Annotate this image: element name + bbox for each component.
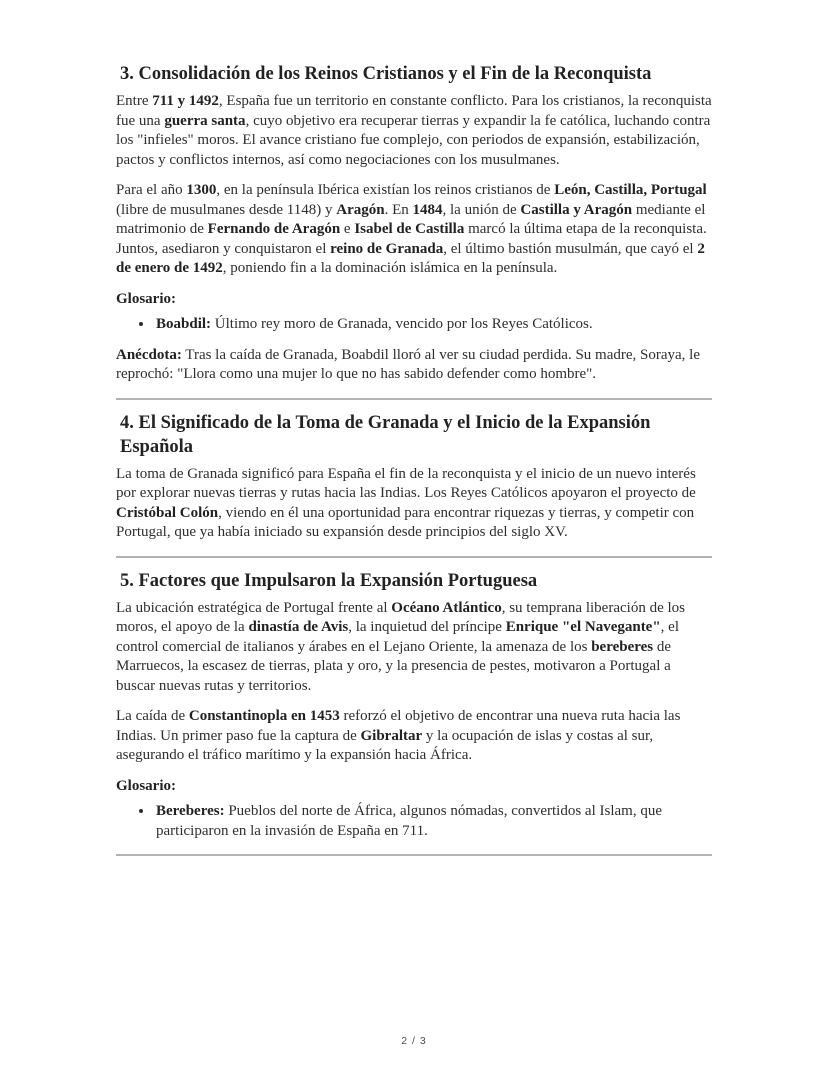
section-4-paragraph-1: La toma de Granada significó para España el fin de la reconquista y el inicio de un nuevo interés por explorar nuevas tierras y rutas hacia las Indias. Los Reyes Católicos apoyaron el proyecto de Cristóbal Colón, viendo en él una oportunidad para encontrar riquezas y tierras, y competir con Portugal, que ya había iniciado su expansión desde principios del siglo XV. (116, 465, 696, 540)
section-5-heading: 5. Factores que Impulsaron la Expansión Portuguesa (120, 570, 538, 591)
section-divider (116, 854, 712, 856)
section-3-paragraph-1: Entre 711 y 1492, España fue un territorio en constante conflicto. Para los cristianos, la reconquista fue una guerra santa, cuyo objetivo era recuperar tierras y expandir la fe católica, luchando contra los "infieles" moros. El avance cristiano fue complejo, con periodos de expansión, estabilización, pactos y conflictos internos, así como negociaciones con los musulmanes. (116, 93, 712, 168)
section-divider (116, 556, 712, 558)
section-consolidacion-reinos (116, 62, 712, 385)
glossary-item-bereberes: • Bereberes: Pueblos del norte de África, algunos nómadas, convertidos al Islam, que participaron en la invasión de España en 711. (154, 802, 712, 841)
section-5-glossary-list (116, 802, 712, 841)
section-5-paragraph-1: La ubicación estratégica de Portugal frente al Océano Atlántico, su temprana liberación de los moros, el apoyo de la dinastía de Avis, la inquietud del príncipe Enrique "el Navegante", el control comercial de italianos y árabes en el Lejano Oriente, la amenaza de los bereberes de Marruecos, la escasez de tierras, plata y oro, y la presencia de pestes, motivaron a Portugal a buscar nuevas rutas y territorios. (116, 599, 685, 694)
section-significado-toma-granada (116, 411, 712, 543)
section-5-paragraph-2: La caída de Constantinopla en 1453 reforzó el objetivo de encontrar una nueva ruta hacia las Indias. Un primer paso fue la captura de Gibraltar y la ocupación de islas y costas al sur, asegurando el tráfico marítimo y la expansión hacia África. (116, 708, 681, 763)
page-number: 2 / 3 (401, 1035, 427, 1047)
glossary-item-boabdil: • Boabdil: Último rey moro de Granada, vencido por los Reyes Católicos. (154, 315, 712, 335)
section-divider (116, 398, 712, 400)
section-3-paragraph-2: Para el año 1300, en la península Ibérica existían los reinos cristianos de León, Castilla, Portugal (libre de musulmanes desde 1148) y Aragón. En 1484, la unión de Castilla y Aragón mediante el matrimonio de Fernando de Aragón e Isabel de Castilla marcó la última etapa de la reconquista. Juntos, asediaron y conquistaron el reino de Granada, el último bastión musulmán, que cayó el 2 de enero de 1492, poniendo fin a la dominación islámica en la península. (116, 182, 707, 276)
section-3-glossary-label: Glosario: (116, 290, 176, 307)
section-factores-expansion-portuguesa (116, 569, 712, 842)
section-3-heading: 3. Consolidación de los Reinos Cristianos y el Fin de la Reconquista (120, 64, 652, 84)
section-3-glossary-list (116, 315, 712, 335)
section-3-anecdote: Anécdota: Tras la caída de Granada, Boabdil lloró al ver su ciudad perdida. Su madre, Soraya, le reprochó: "Llora como una mujer lo que no has sabido defender como hombre". (116, 346, 701, 382)
section-4-heading: 4. El Significado de la Toma de Granada y el Inicio de la Expansión Española (120, 412, 651, 457)
section-5-glossary-label: Glosario: (116, 777, 176, 794)
document-page (116, 0, 712, 856)
